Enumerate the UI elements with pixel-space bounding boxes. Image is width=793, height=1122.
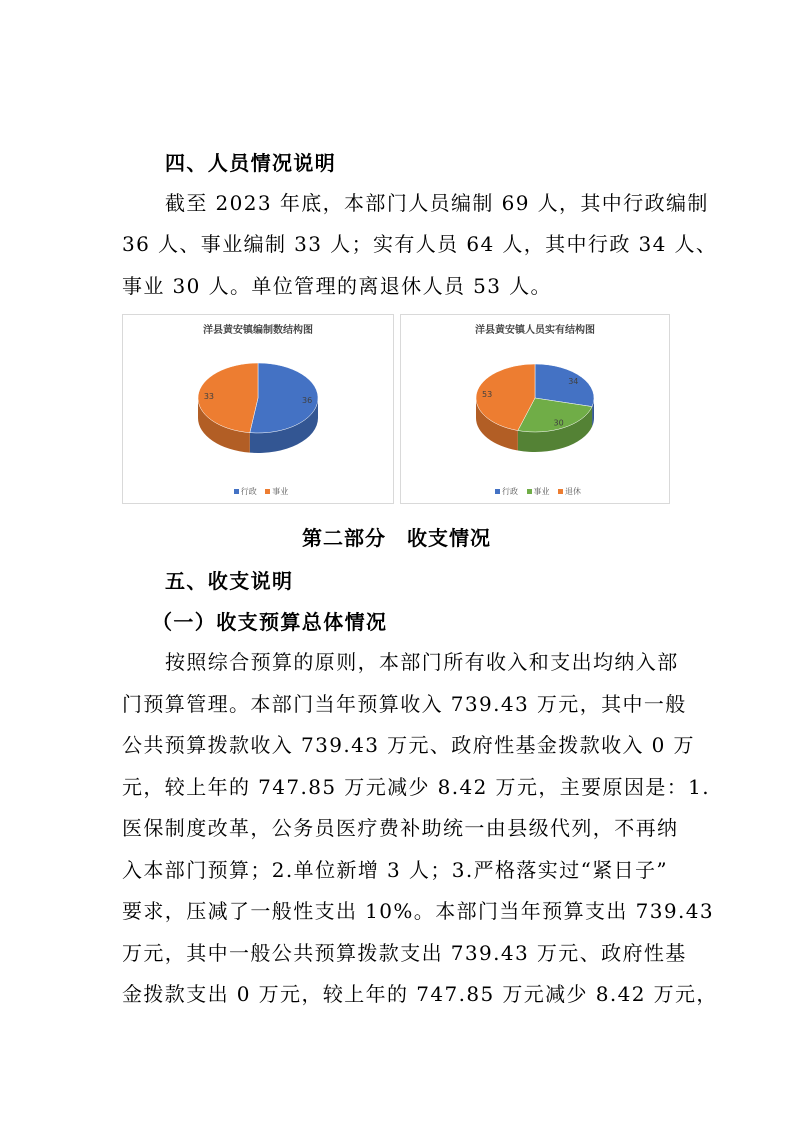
paragraph-line: 按照综合预算的原则，本部门所有收入和支出均纳入部 xyxy=(165,650,679,674)
paragraph-line: 截至 2023 年底，本部门人员编制 69 人，其中行政编制 xyxy=(165,191,709,215)
section-5-heading: 五、收支说明 xyxy=(165,569,294,593)
paragraph-line: 元，较上年的 747.85 万元减少 8.42 万元，主要原因是：1. xyxy=(122,774,711,799)
chart-legend xyxy=(401,486,669,497)
paragraph-line: 金拨款支出 0 万元，较上年的 747.85 万元减少 8.42 万元， xyxy=(122,982,718,1006)
paragraph-line: 事业 30 人。单位管理的离退休人员 53 人。 xyxy=(122,274,552,298)
chart-staffing-structure xyxy=(122,314,394,504)
chart-title: 洋县黄安镇编制数结构图 xyxy=(203,325,313,336)
legend-label: 退休 xyxy=(565,487,582,496)
section-4-heading: 四、人员情况说明 xyxy=(165,151,337,175)
subsection-heading: （一）收支预算总体情况 xyxy=(152,610,388,634)
chart-actual-staff-structure xyxy=(400,314,670,504)
legend-swatch xyxy=(234,489,239,494)
pie-chart xyxy=(123,333,393,493)
legend-label: 行政 xyxy=(240,487,257,496)
legend-label: 事业 xyxy=(272,487,289,496)
paragraph-line: 36 人、事业编制 33 人；实有人员 64 人，其中行政 34 人、 xyxy=(122,232,718,256)
data-label: 33 xyxy=(203,392,215,402)
paragraph-line: 入本部门预算；2.单位新增 3 人；3.严格落实过“紧日子” xyxy=(122,857,669,882)
chart-legend xyxy=(123,486,393,497)
data-label: 30 xyxy=(553,418,564,428)
legend-swatch xyxy=(527,489,532,494)
chart-title: 洋县黄安镇人员实有结构图 xyxy=(475,325,595,336)
data-label: 36 xyxy=(301,395,313,405)
paragraph-line: 要求，压减了一般性支出 10%。本部门当年预算支出 739.43 xyxy=(122,899,714,923)
legend-label: 行政 xyxy=(501,487,518,496)
pie-chart xyxy=(401,333,669,493)
legend-swatch xyxy=(265,489,270,494)
paragraph-line: 门预算管理。本部门当年预算收入 739.43 万元，其中一般 xyxy=(122,691,687,716)
paragraph-line: 万元，其中一般公共预算拨款支出 739.43 万元、政府性基 xyxy=(122,940,687,965)
data-label: 34 xyxy=(568,376,579,386)
part-2-title: 第二部分 收支情况 xyxy=(302,526,491,550)
legend-swatch xyxy=(558,489,563,494)
legend-swatch xyxy=(495,489,500,494)
paragraph-line: 公共预算拨款收入 739.43 万元、政府性基金拨款收入 0 万 xyxy=(122,733,695,757)
legend-label: 事业 xyxy=(533,487,550,496)
data-label: 53 xyxy=(482,389,493,399)
paragraph-line: 医保制度改革，公务员医疗费补助统一由县级代列，不再纳 xyxy=(122,816,679,840)
